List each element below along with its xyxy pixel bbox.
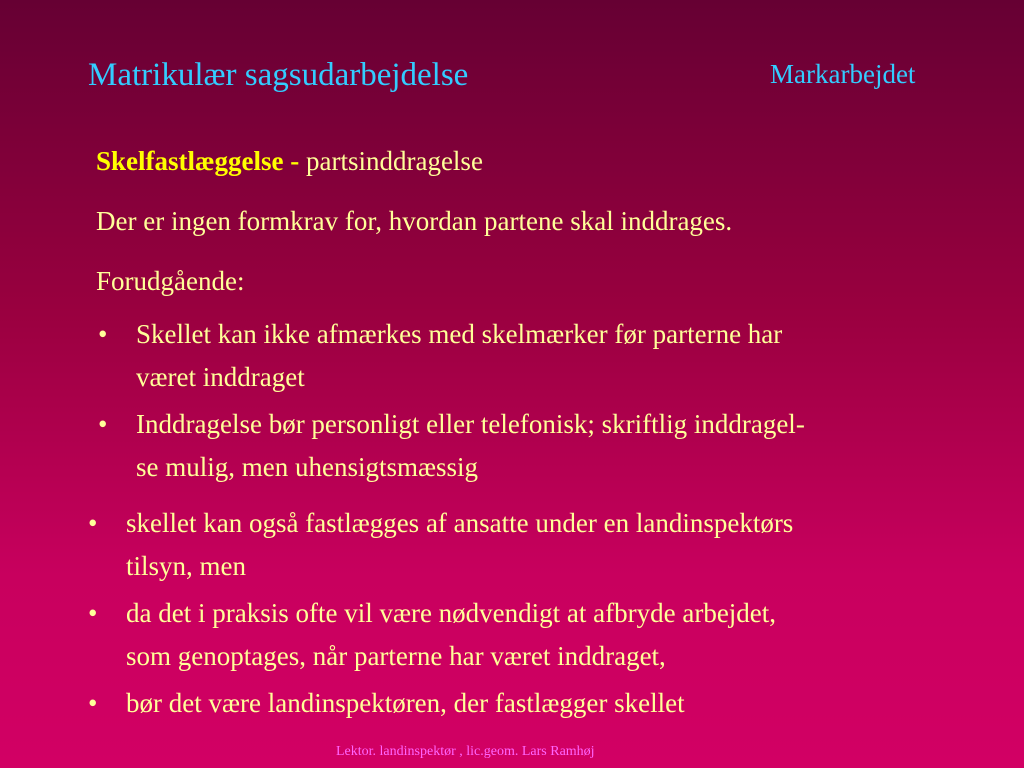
heading-bold: Skelfastlæggelse - [96,146,300,176]
bullet-item [98,403,805,489]
bullet-dot: • [88,508,98,538]
bullet-line: tilsyn, men [126,551,246,581]
bullet-item [98,313,782,399]
bullet-dot: • [88,598,98,628]
footer-credit: Lektor. landinspektør , lic.geom. Lars Ramhøj [336,744,595,759]
bullet-line: da det i praksis ofte vil være nødvendigt at afbryde arbejdet, [126,598,777,628]
bullet-line: været inddraget [136,362,305,392]
bullet-item [88,502,793,588]
bullet-line: som genoptages, når parterne har været inddraget, [126,641,666,671]
bullet-dot: • [98,409,108,439]
bullet-line: Skellet kan ikke afmærkes med skelmærker før parterne har [136,319,783,349]
bullet-line: Inddragelse bør personligt eller telefonisk; skriftlig inddragel- [136,409,805,439]
bullet-dot: • [88,688,98,718]
forudgaaende-label: Forudgående: [96,266,245,296]
bullet-item [88,592,776,678]
bullet-line: bør det være landinspektøren, der fastlægger skellet [126,688,685,718]
slide-title: Matrikulær sagsudarbejdelse [88,57,469,93]
intro-text: Der er ingen formkrav for, hvordan partene skal inddrages. [96,206,733,236]
heading-rest: partsinddragelse [299,146,483,176]
bullet-dot: • [98,319,108,349]
slide-heading [96,147,483,177]
bullet-item [88,682,685,725]
bullet-line: skellet kan også fastlægges af ansatte under en landinspektørs [126,508,794,538]
section-label: Markarbejdet [770,59,916,89]
bullet-line: se mulig, men uhensigtsmæssig [136,452,479,482]
